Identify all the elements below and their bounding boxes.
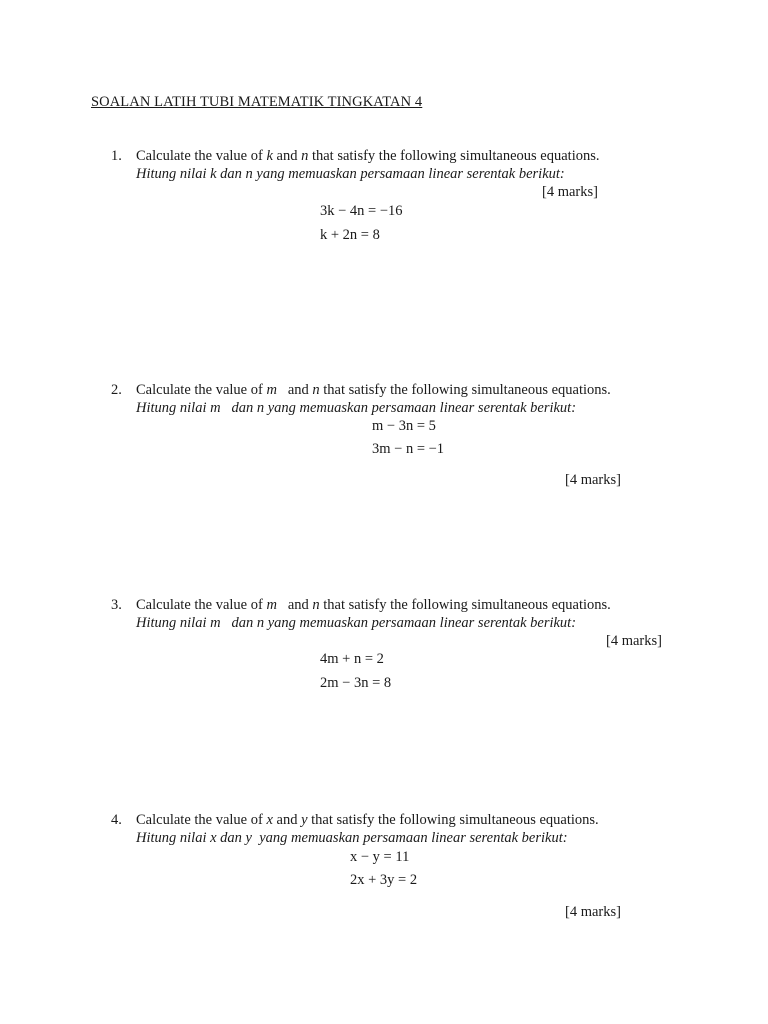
question-text-part: Calculate the value of [136,812,267,828]
equation-2: 2x + 3y = 2 [350,872,418,888]
variable-2: y [301,812,308,828]
marks-label: [4 marks] [606,633,662,649]
question-number: 4. [111,812,122,828]
question-number: 2. [111,382,122,398]
equation-1: m − 3n = 5 [372,418,436,434]
question-text-english [136,812,599,829]
variable-2: n [312,382,320,398]
equation-2: 2m − 3n = 8 [320,675,392,691]
variable-1: x [266,812,273,828]
question-text-part: and [276,597,313,613]
equation-2: 3m − n = −1 [372,441,445,457]
question-text-part: Calculate the value of [136,597,267,613]
equation-1: 4m + n = 2 [320,651,384,667]
equation-1: 3k − 4n = −16 [320,203,403,219]
variable-1: m [266,597,277,613]
question-number: 3. [111,597,122,613]
equation-2: k + 2n = 8 [320,227,380,243]
question-text-malay: Hitung nilai m dan n yang memuaskan persamaan linear serentak berikut: [136,400,577,416]
page-title: SOALAN LATIH TUBI MATEMATIK TINGKATAN 4 [91,94,423,110]
marks-label: [4 marks] [565,472,621,488]
equation-1: x − y = 11 [350,849,410,865]
question-text-part: and [272,812,302,828]
question-text-part: that satisfy the following simultaneous equations. [319,597,611,613]
question-text-english [136,382,611,399]
variable-1: m [266,382,277,398]
variable-1: k [266,148,273,164]
variable-2: n [301,148,309,164]
question-text-part: and [276,382,313,398]
question-text-part: and [272,148,302,164]
question-text-malay: Hitung nilai k dan n yang memuaskan persamaan linear serentak berikut: [136,166,565,182]
marks-label: [4 marks] [565,904,621,920]
question-text-part: that satisfy the following simultaneous equations. [307,812,599,828]
question-text-english [136,597,611,614]
question-text-english [136,148,600,165]
question-text-malay: Hitung nilai m dan n yang memuaskan persamaan linear serentak berikut: [136,615,577,631]
question-text-malay: Hitung nilai x dan y yang memuaskan persamaan linear serentak berikut: [136,830,568,846]
question-text-part: Calculate the value of [136,382,267,398]
variable-2: n [312,597,320,613]
question-text-part: that satisfy the following simultaneous equations. [308,148,600,164]
marks-label: [4 marks] [542,184,598,200]
question-number: 1. [111,148,122,164]
question-text-part: that satisfy the following simultaneous equations. [319,382,611,398]
question-text-part: Calculate the value of [136,148,267,164]
